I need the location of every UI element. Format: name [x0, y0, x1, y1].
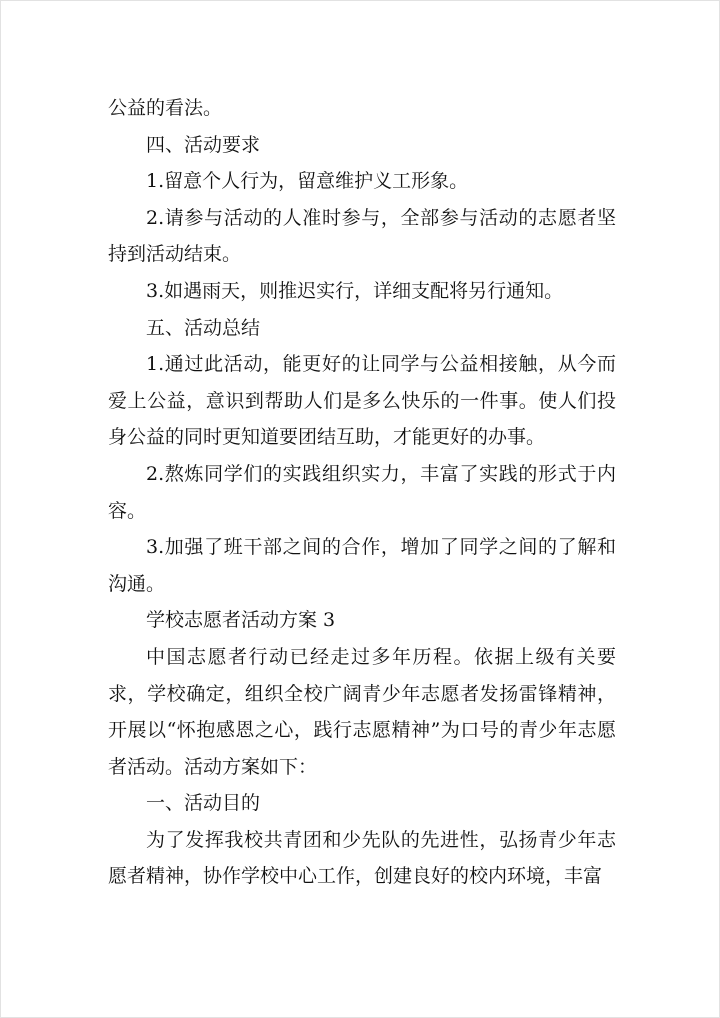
requirement-item-3: 3.如遇雨天，则推迟实行，详细支配将另行通知。	[146, 279, 564, 302]
requirement-item-2: 2.请参与活动的人准时参与，全部参与活动的志愿者坚持到活动结束。	[108, 206, 616, 266]
plan-intro-paragraph: 中国志愿者行动已经走过多年历程。依据上级有关要求，学校确定，组织全校广阔青少年志愿者发扬雷锋精神，开展以“怀抱感恩之心，践行志愿精神”为口号的青少年志愿者活动。活动方案如下：	[108, 645, 616, 778]
plan-title: 学校志愿者活动方案 3	[146, 609, 336, 632]
section-heading-requirements: 四、活动要求	[146, 133, 261, 156]
summary-item-2: 2.熬炼同学们的实践组织实力，丰富了实践的形式于内容。	[108, 462, 616, 522]
purpose-paragraph: 为了发挥我校共青团和少先队的先进性，弘扬青少年志愿者精神，协作学校中心工作，创建良好的校内环境，丰富	[108, 828, 616, 888]
section-heading-purpose: 一、活动目的	[146, 792, 261, 815]
section-heading-summary: 五、活动总结	[146, 316, 261, 339]
requirement-item-1: 1.留意个人行为，留意维护义工形象。	[146, 170, 469, 193]
summary-item-1: 1.通过此活动，能更好的让同学与公益相接触，从今而爱上公益，意识到帮助人们是多么快乐的一件事。使人们投身公益的同时更知道要团结互助，才能更好的办事。	[108, 353, 616, 449]
paragraph-continuation: 公益的看法。	[108, 97, 223, 119]
summary-item-3: 3.加强了班干部之间的合作，增加了同学之间的了解和沟通。	[108, 536, 616, 595]
document-body	[108, 90, 616, 895]
